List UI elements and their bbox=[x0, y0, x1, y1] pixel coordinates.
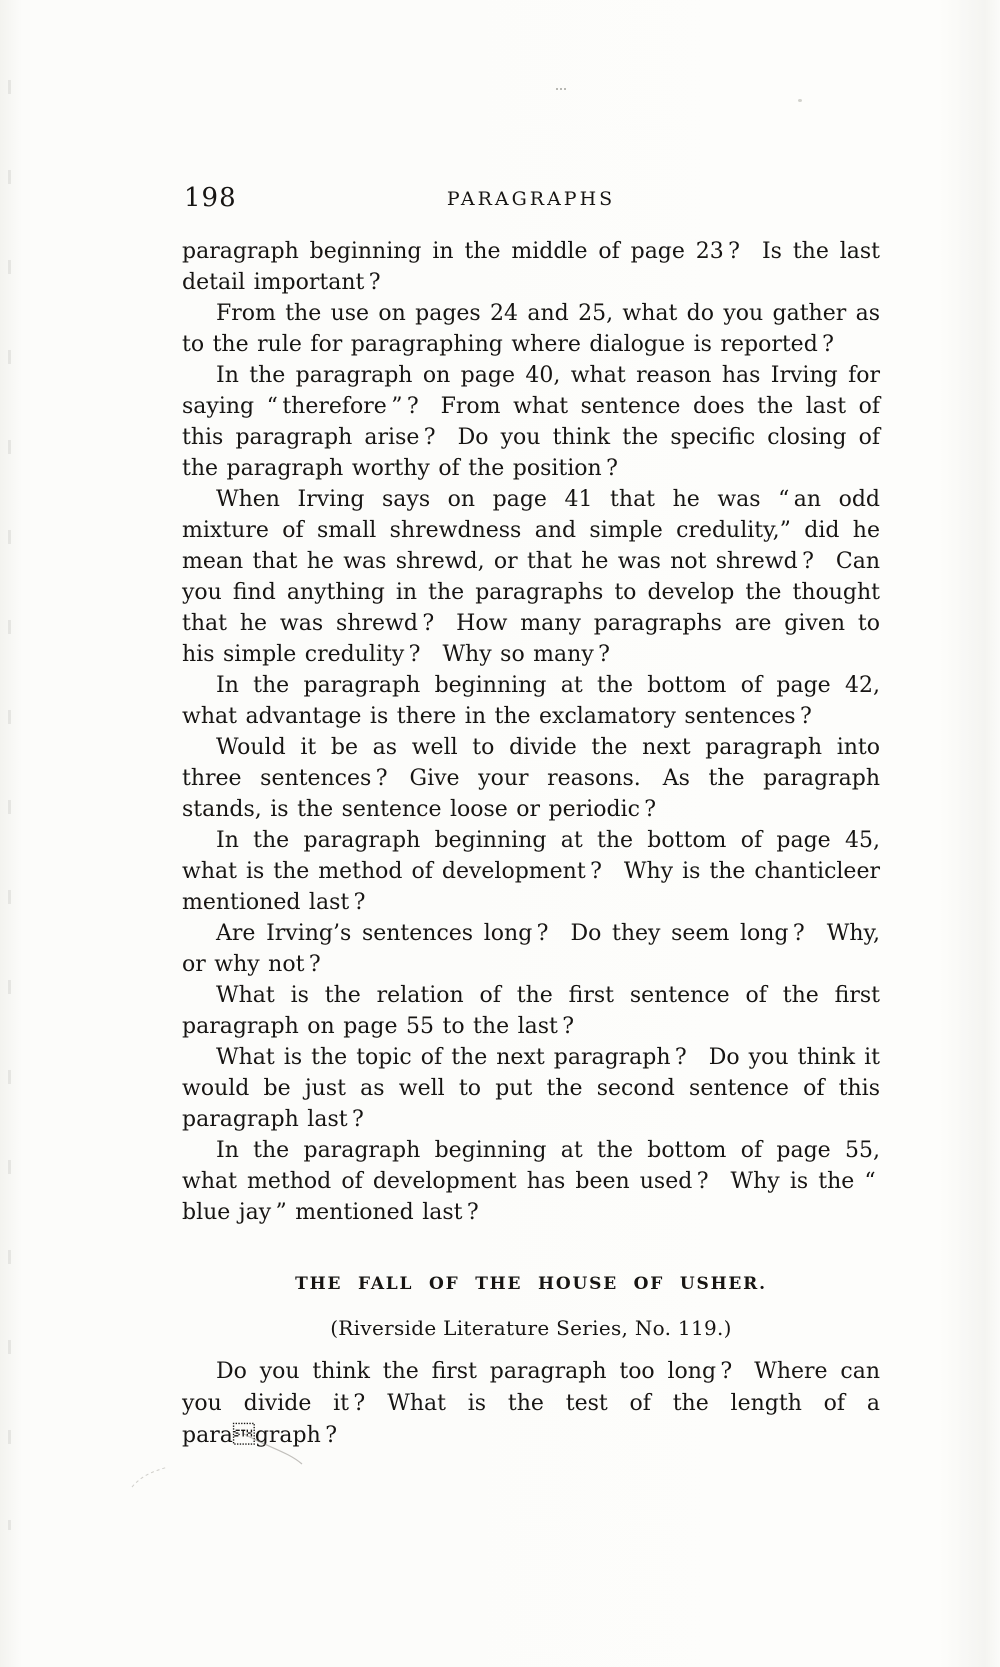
paragraph: What is the relation of the first sentence of the first paragraph on page 55 to the last ? bbox=[182, 983, 880, 1039]
paragraph: In the paragraph on page 40, what reason has Irving for saying “ therefore ” ? From what sentence does the last of this paragraph arise ? Do you think the specific closing of the paragraph worthy of the position ? bbox=[182, 363, 880, 481]
section-body bbox=[182, 1356, 880, 1452]
text-column bbox=[182, 183, 880, 1452]
paragraph: When Irving says on page 41 that he was “ an odd mixture of small shrewdness and simple credulity,” did he mean that he was shrewd, or that he was not shrewd ? Can you find anything in the paragraphs to develop the thought that he was shrewd ? How many paragraphs are given to his simple credulity ? Why so many ? bbox=[182, 487, 880, 667]
body-text bbox=[182, 236, 880, 1228]
paragraph: In the paragraph beginning at the bottom of page 55, what method of development has been used ? Why is the “ blue jay ” mentioned last ? bbox=[182, 1138, 880, 1225]
section-heading: THE FALL OF THE HOUSE OF USHER. bbox=[295, 1274, 767, 1294]
scan-speck-artifact bbox=[798, 99, 802, 102]
paragraph: From the use on pages 24 and 25, what do you gather as to the rule for paragraphing where dialogue is reported ? bbox=[182, 301, 880, 357]
paragraph: Would it be as well to divide the next paragraph into three sentences ? Give your reasons. As the paragraph stands, is the sentence loose or periodic ? bbox=[182, 735, 880, 822]
paragraph: Do you think the first paragraph too long ? Where can you divide it ? What is the test of the length of a paragraph ? bbox=[182, 1359, 880, 1448]
paragraph: Are Irving’s sentences long ? Do they seem long ? Why, or why not ? bbox=[182, 921, 880, 977]
paragraph: What is the topic of the next paragraph ? Do you think it would be just as well to put the second sentence of this paragraph last ? bbox=[182, 1045, 880, 1132]
paragraph: paragraph beginning in the middle of page 23 ? Is the last detail important ? bbox=[182, 239, 880, 295]
section-subtitle: (Riverside Literature Series, No. 119.) bbox=[330, 1316, 732, 1340]
paragraph: In the paragraph beginning at the bottom of page 42, what advantage is there in the exclamatory sentences ? bbox=[182, 673, 880, 729]
scan-speck-artifact bbox=[556, 88, 566, 92]
page-header bbox=[182, 183, 880, 223]
scan-edge-artifact bbox=[8, 80, 11, 1530]
running-title: PARAGRAPHS bbox=[446, 188, 616, 210]
page-number: 198 bbox=[184, 183, 237, 213]
pen-mark-artifact bbox=[130, 1465, 170, 1489]
paragraph: In the paragraph beginning at the bottom of page 45, what is the method of development ? Why is the chanticleer mentioned last ? bbox=[182, 828, 880, 915]
